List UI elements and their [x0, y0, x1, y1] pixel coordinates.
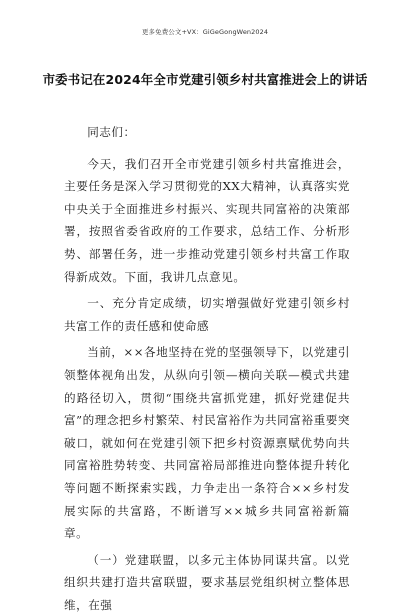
paragraph-intro: 今天，我们召开全市党建引领乡村共富推进会，主要任务是深入学习贯彻党的XX大精神，认真落实党中央关于全面推进乡村振兴、实现共同富裕的决策部署，按照省委省政府的工作要求，总结工作、分析形势、部署任务，进一步推动党建引领乡村共富工作取得新成效。下面，我讲几点意见。 [64, 156, 350, 284]
document-title: 市委书记在2024年全市党建引领乡村共富推进会上的讲话 [42, 72, 368, 87]
header-note: 更多免费公文+VX：GiGeGongWen2024 [141, 28, 269, 36]
document-body [64, 121, 350, 616]
subsection-heading-1: （一）党建联盟，以多元主体协同谋共富。以党组织共建打造共富联盟，要求基层党组织树立整体思维，在强 [64, 552, 350, 612]
salutation: 同志们： [87, 125, 136, 139]
section-heading-1: 一、充分肯定成绩，切实增强做好党建引领乡村共富工作的责任感和使命感 [64, 296, 350, 333]
paragraph-current-situation: 当前，××各地坚持在党的坚强领导下，以党建引领整体视角出发，从纵向引领—横向关联—模式共建的路径切入，贯彻“围绕共富抓党建，抓好党建促共富”的理念把乡村繁荣、村民富裕作为共同富裕重要突破口，就如何在党建引领下把乡村资源禀赋优势向共同富裕胜势转变、共同富裕局部推进向整体提升转化等问题不断探索实践，力争走出一条符合××乡村发展实际的共富路，不断谱写××城乡共同富裕新篇章。 [64, 345, 350, 541]
